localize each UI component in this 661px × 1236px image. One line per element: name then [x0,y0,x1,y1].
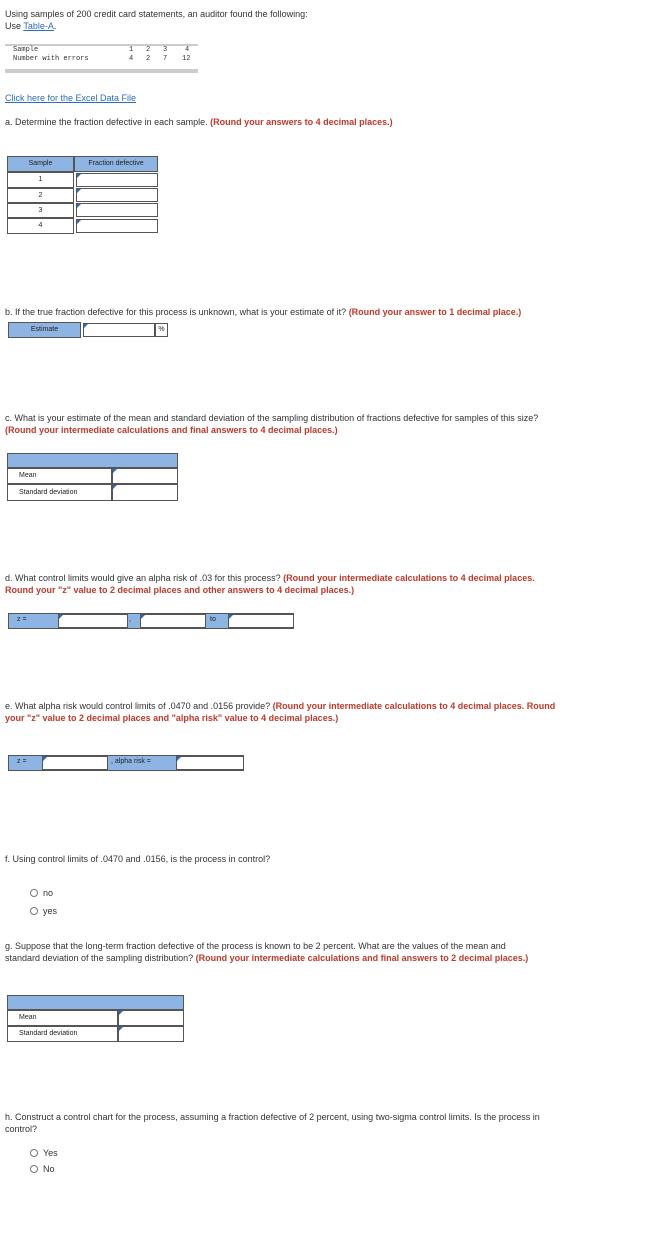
part-d-row [8,613,294,629]
mean-label-c: Mean [19,472,37,479]
z-label-d: z = [17,616,27,623]
intro-text: Using samples of 200 credit card statements, an auditor found the following: [5,9,308,19]
sd-label-c: Standard deviation [19,489,78,496]
comma-d: , [129,616,131,623]
option-f-yes: yes [43,906,58,916]
mean-input-g[interactable] [118,1010,184,1026]
sample-2: 2 [146,46,151,54]
part-e-question: e. What alpha risk would control limits of .0470 and .0156 provide? (Round your intermediate calculations to 4 decimal places. Round your "z" value to 2 decimal places and "alpha risk" value to 4 decimal places.) [5,701,556,723]
sample-cell-2: 2 [7,188,74,203]
radio-f-yes[interactable] [30,907,38,915]
radio-h-yes[interactable] [30,1149,38,1157]
part-d-question: d. What control limits would give an alpha risk of .03 for this process? (Round your intermediate calculations to 4 decimal places. Round your "z" value to 2 decimal places and other answers to 4 decimal places.) [5,573,535,595]
part-g-table [7,995,184,1042]
radio-f-no[interactable] [30,889,38,897]
sample-cell-3: 3 [7,203,74,218]
part-a-question: a. Determine the fraction defective in each sample. (Round your answers to 4 decimal places.) [5,117,393,127]
z-label-e: z = [17,758,27,765]
table-a-link[interactable]: Table-A [23,21,54,31]
errors-1: 4 [129,55,134,63]
estimate-input[interactable] [83,323,155,337]
option-h-yes: Yes [43,1148,58,1158]
sd-label-g: Standard deviation [19,1030,78,1037]
part-a-table [7,156,158,234]
part-f-question: f. Using control limits of .0470 and .0156, is the process in control? [5,854,271,864]
fraction-input-4[interactable] [76,219,158,233]
fraction-input-1[interactable] [76,173,158,187]
use-table-line: Use Table-A. [5,21,57,31]
part-c-question: c. What is your estimate of the mean and standard deviation of the sampling distribution of fractions defective for samples of this size? (Round your intermediate calculations and final answers to 4 decimal places.) [5,413,539,435]
part-g-question: g. Suppose that the long-term fraction defective of the process is known to be 2 percent. What are the values of the mean and standard deviation of the sampling distribution? (Round your intermediate calculations and final answers to 2 decimal places.) [5,941,529,963]
sd-input-c[interactable] [112,484,178,501]
part-b-row [8,322,168,338]
excel-data-link[interactable]: Click here for the Excel Data File [5,93,137,103]
radio-h-no[interactable] [30,1165,38,1173]
errors-row-label: Number with errors [13,55,89,63]
z-input-e[interactable] [42,756,108,770]
fraction-input-3[interactable] [76,203,158,217]
sample-cell-1: 1 [7,172,74,188]
data-table [5,44,198,74]
option-h-no: No [43,1164,55,1174]
fraction-input-2[interactable] [76,188,158,202]
sample-1: 1 [129,46,134,54]
mean-label-g: Mean [19,1014,37,1021]
sample-col-header: Sample [7,156,74,172]
z-input-d[interactable] [58,614,128,628]
lower-limit-input[interactable] [140,614,206,628]
fraction-col-header: Fraction defective [74,156,158,172]
to-label-d: to [210,616,216,623]
sd-input-g[interactable] [118,1026,184,1042]
sample-4: 4 [185,46,190,54]
mean-input-c[interactable] [112,468,178,484]
part-e-row [8,755,244,771]
option-f-no: no [43,888,54,898]
errors-4: 12 [182,55,191,63]
part-c-table [7,453,178,501]
errors-3: 7 [163,55,168,63]
sample-3: 3 [163,46,168,54]
percent-unit: % [155,323,168,337]
upper-limit-input[interactable] [228,614,294,628]
alpha-risk-label: , alpha risk = [111,758,151,765]
sample-row-label: Sample [13,46,39,54]
part-b-question: b. If the true fraction defective for this process is unknown, what is your estimate of it? (Round your answer to 1 decimal place.) [5,307,522,317]
part-h-question: h. Construct a control chart for the process, assuming a fraction defective of 2 percent, using two-sigma control limits. Is the process in control? [5,1112,540,1134]
estimate-label: Estimate [8,322,81,338]
sample-cell-4: 4 [7,218,74,234]
errors-2: 2 [146,55,151,63]
alpha-risk-input[interactable] [176,756,244,770]
